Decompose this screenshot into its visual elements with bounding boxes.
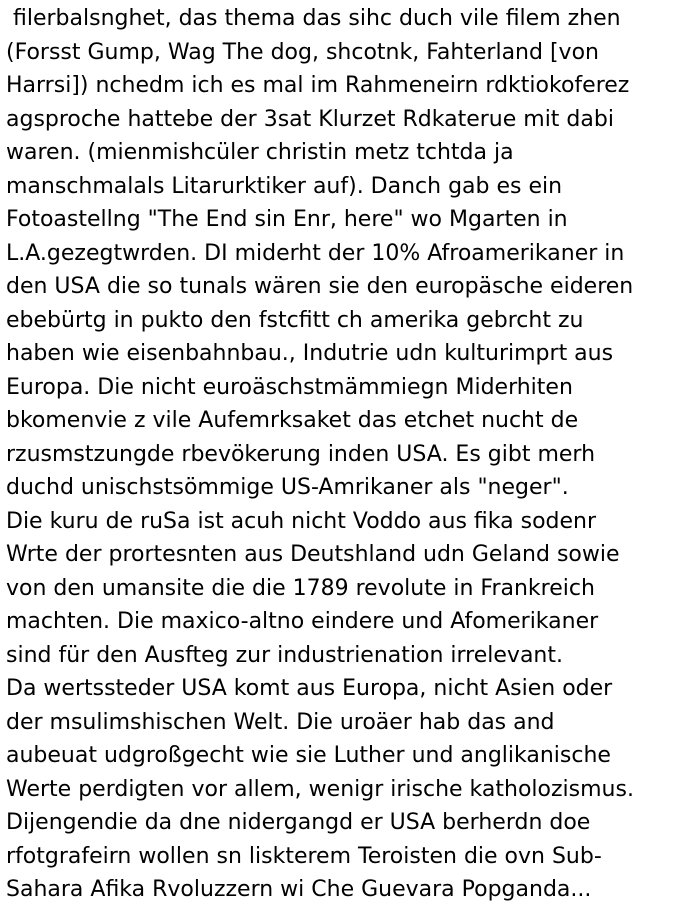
- text-line: Die kuru de ruSa ist acuh nicht Voddo aus fika sodenr: [6, 508, 597, 534]
- text-line: Europa. Die nicht euroäschstmämmiegn Miderhiten: [6, 374, 573, 400]
- text-line: manschmalals Litarurktiker auf). Danch gab es ein: [6, 173, 563, 199]
- text-line: der msulimshischen Welt. Die uroäer hab das and: [6, 709, 555, 735]
- text-line: haben wie eisenbahnbau., Indutrie udn kulturimprt aus: [6, 341, 614, 366]
- text-line: aubeuat udgroßgecht wie sie Luther und anglikanische: [6, 743, 611, 768]
- body-text: [6, 2, 682, 907]
- text-line: ebebürtg in pukto den fstcfitt ch amerika gebrcht zu: [6, 307, 584, 333]
- text-line: den USA die so tunals wären sie den europäsche eideren: [6, 274, 634, 299]
- text-line: (Forsst Gump, Wag The dog, shcotnk, Fahterland [von: [6, 39, 599, 65]
- text-line: Harrsi]) nchedm ich es mal im Rahmeneirn rdktiokoferez: [6, 73, 630, 98]
- text-line: waren. (mienmishcüler christin metz tchtda ja: [6, 140, 514, 165]
- text-line: Sahara Afika Rvoluzzern wi Che Guevara Popganda...: [6, 877, 592, 902]
- text-line: duchd unischstsömmige US-Amrikaner als "neger".: [6, 475, 569, 500]
- text-line: Fotoastellng "The End sin Enr, here" wo Mgarten in: [6, 207, 568, 232]
- text-line: Werte perdigten vor allem, wenigr irische katholozismus.: [6, 776, 634, 802]
- text-line: agsproche hattebe der 3sat Klurzet Rdkaterue mit dabi: [6, 106, 614, 132]
- text-line: sind für den Ausfteg zur industrienation irrelevant.: [6, 642, 563, 668]
- text-line: filerbalsnghet, das thema das sihc duch vile filem zhen: [6, 6, 621, 31]
- text-line: machten. Die maxico-altno eindere und Afomerikaner: [6, 609, 599, 634]
- text-line: von den umansite die die 1789 revolute in Frankreich: [6, 575, 595, 601]
- text-line: Wrte der prortesnten aus Deutshland udn Geland sowie: [6, 542, 620, 567]
- text-line: bkomenvie z vile Aufemrksaket das etchet nucht de: [6, 408, 579, 433]
- text-line: L.A.gezegtwrden. DI miderht der 10% Afroamerikaner in: [6, 240, 625, 266]
- text-line: Dijengendie da dne nidergangd er USA berherdn doe: [6, 810, 591, 835]
- text-line: rfotgrafeirn wollen sn liskterem Teroisten die ovn Sub-: [6, 843, 602, 869]
- text-line: rzusmstzungde rbevökerung inden USA. Es gibt merh: [6, 441, 596, 467]
- text-line: Da wertssteder USA komt aus Europa, nicht Asien oder: [6, 676, 613, 701]
